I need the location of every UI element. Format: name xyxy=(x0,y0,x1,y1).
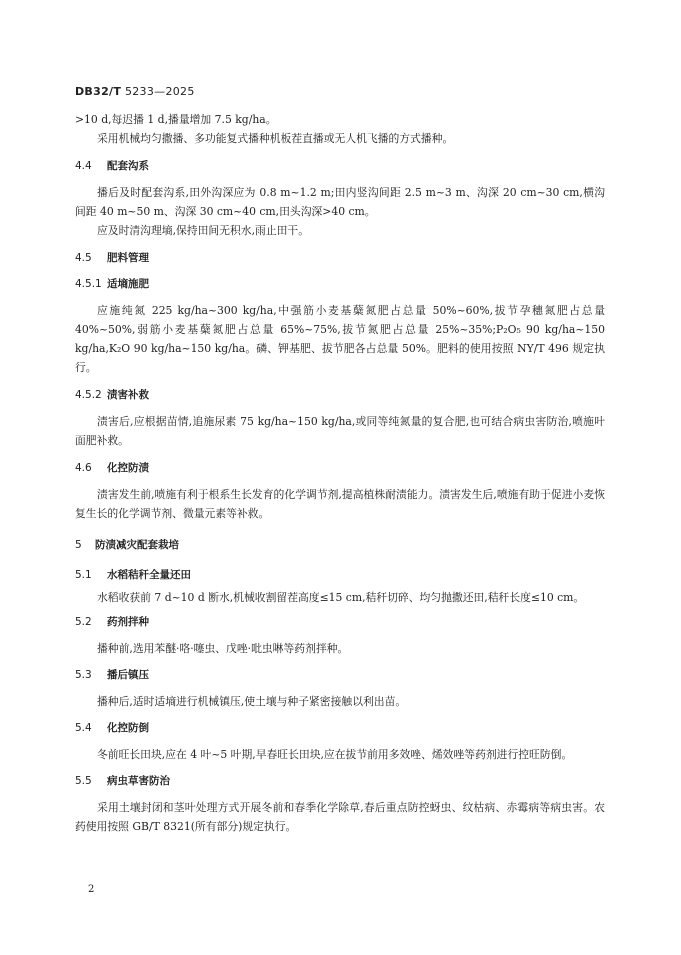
section-title: 播后镇压 xyxy=(107,669,149,681)
paragraph: 水稻收获前 7 d~10 d 断水,机械收割留茬高度≤15 cm,秸秆切碎、均匀抛撒还田,秸秆长度≤10 cm。 xyxy=(97,591,585,604)
page-content xyxy=(75,110,605,836)
document-code-number: 5233—2025 xyxy=(121,85,195,98)
section-number: 5 xyxy=(75,539,82,551)
section-heading-4-5-2 xyxy=(75,387,605,403)
section-heading-5-2 xyxy=(75,614,605,630)
section-title: 肥料管理 xyxy=(107,252,149,264)
section-number: 5.2 xyxy=(75,616,92,628)
paragraph: 播种前,选用苯醚·咯·噻虫、戊唑·吡虫啉等药剂拌种。 xyxy=(97,642,349,655)
section-heading-4-4 xyxy=(75,158,605,174)
paragraph: 采用土壤封闭和茎叶处理方式开展冬前和春季化学除草,春后重点防控蚜虫、纹枯病、赤霉病等病虫害。农药使用按照 GB/T 8321(所有部分)规定执行。 xyxy=(75,801,605,833)
section-title: 渍害补救 xyxy=(107,389,149,401)
section-number: 4.5 xyxy=(75,252,92,264)
section-heading-5-5 xyxy=(75,773,605,789)
paragraph: 播后及时配套沟系,田外沟深应为 0.8 m~1.2 m;田内竖沟间距 2.5 m~3 m、沟深 20 cm~30 cm,横沟间距 40 m~50 m、沟深 30 cm~40 cm,田头沟深>40 cm。 xyxy=(75,186,605,218)
section-heading-5-4 xyxy=(75,720,605,736)
section-title: 化控防倒 xyxy=(107,722,149,734)
section-number: 5.4 xyxy=(75,722,92,734)
paragraph: 采用机械均匀撒播、多功能复式播种机板茬直播或无人机飞播的方式播种。 xyxy=(97,132,454,145)
paragraph: 应及时清沟理墒,保持田间无积水,雨止田干。 xyxy=(97,224,310,237)
section-heading-4-6 xyxy=(75,460,605,476)
section-number: 5.5 xyxy=(75,775,92,787)
section-number: 4.5.1 xyxy=(75,278,102,290)
section-title: 配套沟系 xyxy=(107,160,149,172)
section-title: 水稻秸秆全量还田 xyxy=(107,569,191,581)
section-number: 5.1 xyxy=(75,569,92,581)
section-heading-5-3 xyxy=(75,667,605,683)
section-number: 4.4 xyxy=(75,160,92,172)
section-heading-4-5 xyxy=(75,250,605,266)
section-title: 药剂拌种 xyxy=(107,616,149,628)
section-number: 4.6 xyxy=(75,462,92,474)
section-number: 4.5.2 xyxy=(75,389,102,401)
section-title: 适墒施肥 xyxy=(107,278,149,290)
section-title: 病虫草害防治 xyxy=(107,775,170,787)
section-heading-4-5-1 xyxy=(75,276,605,292)
section-title: 化控防渍 xyxy=(107,462,149,474)
paragraph: 播种后,适时适墒进行机械镇压,使土壤与种子紧密接触以利出苗。 xyxy=(97,695,407,708)
paragraph: 渍害发生前,喷施有利于根系生长发育的化学调节剂,提高植株耐渍能力。渍害发生后,喷施有助于促进小麦恢复生长的化学调节剂、微量元素等补救。 xyxy=(75,488,605,520)
paragraph: 应施纯氮 225 kg/ha~300 kg/ha,中强筋小麦基蘖氮肥占总量 50%~60%,拔节孕穗氮肥占总量 40%~50%,弱筋小麦基蘖氮肥占总量 65%~75%,拔节氮肥占总量 25%~35%;P₂O₅ 90 kg/ha~150 kg/ha,K₂O 90 kg/ha~150 kg/ha。磷、钾基肥、拔节肥各占总量 50%。肥料的使用按照 NY/T 496 规定执行。 xyxy=(75,304,605,374)
page-number: 2 xyxy=(88,884,95,895)
section-title: 防渍减灾配套栽培 xyxy=(95,539,179,551)
paragraph: 渍害后,应根据苗情,追施尿素 75 kg/ha~150 kg/ha,或同等纯氮量的复合肥,也可结合病虫害防治,喷施叶面肥补救。 xyxy=(75,415,605,447)
section-heading-5-1 xyxy=(75,567,605,583)
document-code-prefix: DB32/T xyxy=(75,85,122,98)
document-code xyxy=(75,85,195,98)
paragraph: 冬前旺长田块,应在 4 叶~5 叶期,早春旺长田块,应在拔节前用多效唑、烯效唑等药剂进行控旺防倒。 xyxy=(97,748,573,761)
paragraph: >10 d,每迟播 1 d,播量增加 7.5 kg/ha。 xyxy=(75,113,277,126)
section-heading-5 xyxy=(75,537,605,553)
section-number: 5.3 xyxy=(75,669,92,681)
